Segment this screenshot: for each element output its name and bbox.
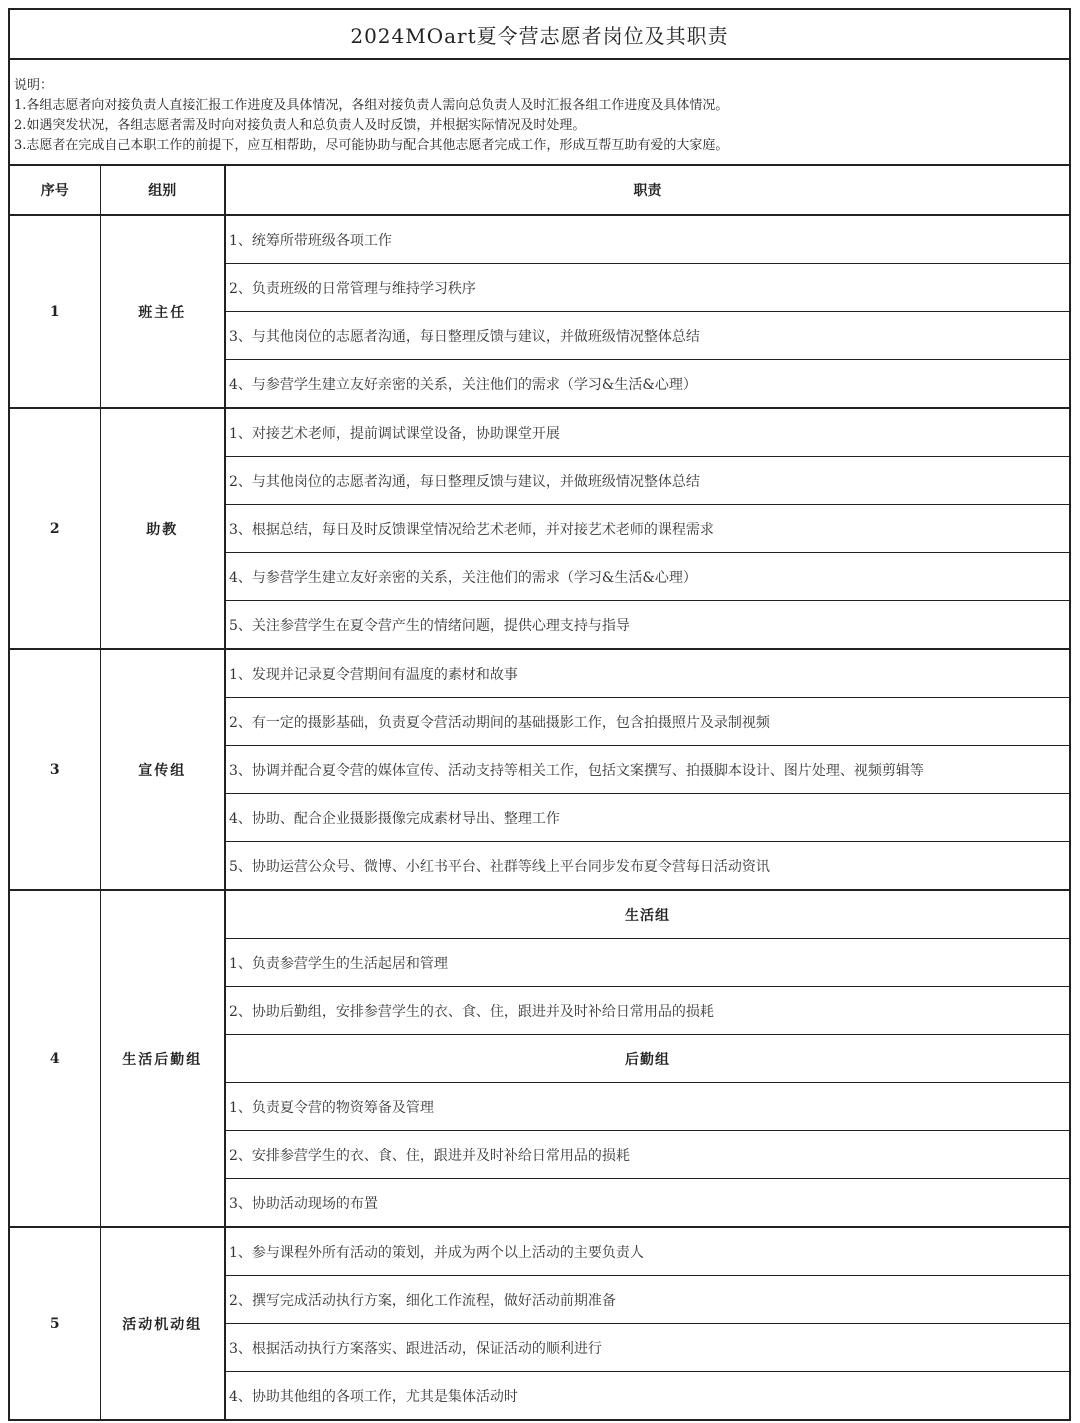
row-number: 5 <box>10 1227 100 1419</box>
note-line-2: 2.如遇突发状况，各组志愿者需及时向对接负责人和总负责人及时反馈，并根据实际情况及时处理。 <box>14 118 586 133</box>
duty-item: 2、安排参营学生的衣、食、住，跟进并及时补给日常用品的损耗 <box>225 1131 1069 1179</box>
duty-item: 2、协助后勤组，安排参营学生的衣、食、住，跟进并及时补给日常用品的损耗 <box>225 987 1069 1035</box>
row-number: 1 <box>10 215 100 408</box>
volunteer-duty-sheet <box>8 8 1071 1421</box>
notes-block <box>10 60 1069 166</box>
duty-item: 3、与其他岗位的志愿者沟通，每日整理反馈与建议，并做班级情况整体总结 <box>225 312 1069 360</box>
group-name: 生活后勤组 <box>100 890 225 1227</box>
duty-item: 1、发现并记录夏令营期间有温度的素材和故事 <box>225 649 1069 698</box>
duty-item: 3、协助活动现场的布置 <box>225 1179 1069 1228</box>
duty-item: 5、关注参营学生在夏令营产生的情绪问题，提供心理支持与指导 <box>225 601 1069 650</box>
table-row <box>10 890 1069 939</box>
header-group: 组别 <box>100 166 225 215</box>
duty-item: 3、根据活动执行方案落实、跟进活动，保证活动的顺利进行 <box>225 1324 1069 1372</box>
note-line-3: 3.志愿者在完成自己本职工作的前提下，应互相帮助，尽可能协助与配合其他志愿者完成工作，形成互帮互助有爱的大家庭。 <box>14 138 729 153</box>
group-name: 宣传组 <box>100 649 225 890</box>
header-no: 序号 <box>10 166 100 215</box>
group-name: 活动机动组 <box>100 1227 225 1419</box>
duty-item: 2、负责班级的日常管理与维持学习秩序 <box>225 264 1069 312</box>
note-line-1: 1.各组志愿者向对接负责人直接汇报工作进度及具体情况，各组对接负责人需向总负责人及时汇报各组工作进度及具体情况。 <box>14 98 729 113</box>
duty-item: 5、协助运营公众号、微博、小红书平台、社群等线上平台同步发布夏令营每日活动资讯 <box>225 842 1069 891</box>
table-header-row <box>10 166 1069 215</box>
group-name: 助教 <box>100 408 225 649</box>
duty-item: 2、有一定的摄影基础，负责夏令营活动期间的基础摄影工作，包含拍摄照片及录制视频 <box>225 698 1069 746</box>
duty-item: 4、协助、配合企业摄影摄像完成素材导出、整理工作 <box>225 794 1069 842</box>
duty-item: 1、统筹所带班级各项工作 <box>225 215 1069 264</box>
sheet-title: 2024MOart夏令营志愿者岗位及其职责 <box>10 10 1069 60</box>
table-row <box>10 215 1069 264</box>
duty-item: 3、根据总结，每日及时反馈课堂情况给艺术老师，并对接艺术老师的课程需求 <box>225 505 1069 553</box>
duty-item: 1、负责夏令营的物资筹备及管理 <box>225 1083 1069 1131</box>
duty-item: 3、协调并配合夏令营的媒体宣传、活动支持等相关工作，包括文案撰写、拍摄脚本设计、图片处理、视频剪辑等 <box>225 746 1069 794</box>
row-number: 3 <box>10 649 100 890</box>
row-number: 4 <box>10 890 100 1227</box>
duty-item: 2、撰写完成活动执行方案，细化工作流程，做好活动前期准备 <box>225 1276 1069 1324</box>
subgroup-title-life: 生活组 <box>225 890 1069 939</box>
duty-item: 4、协助其他组的各项工作，尤其是集体活动时 <box>229 1388 518 1405</box>
table-row <box>10 649 1069 698</box>
header-duty: 职责 <box>225 166 1069 215</box>
group-name: 班主任 <box>100 215 225 408</box>
notes-label: 说明： <box>14 78 54 93</box>
row-number: 2 <box>10 408 100 649</box>
duty-item: 2、与其他岗位的志愿者沟通，每日整理反馈与建议，并做班级情况整体总结 <box>225 457 1069 505</box>
duty-item: 1、参与课程外所有活动的策划，并成为两个以上活动的主要负责人 <box>225 1227 1069 1276</box>
duty-table <box>10 166 1069 1419</box>
subgroup-title-logistics: 后勤组 <box>225 1035 1069 1083</box>
duty-item: 4、与参营学生建立友好亲密的关系，关注他们的需求（学习&生活&心理） <box>225 553 1069 601</box>
duty-item: 4、与参营学生建立友好亲密的关系，关注他们的需求（学习&生活&心理） <box>225 360 1069 409</box>
table-row <box>10 408 1069 457</box>
duty-item: 1、对接艺术老师，提前调试课堂设备，协助课堂开展 <box>225 408 1069 457</box>
duty-item: 1、负责参营学生的生活起居和管理 <box>225 939 1069 987</box>
table-row <box>10 1227 1069 1276</box>
